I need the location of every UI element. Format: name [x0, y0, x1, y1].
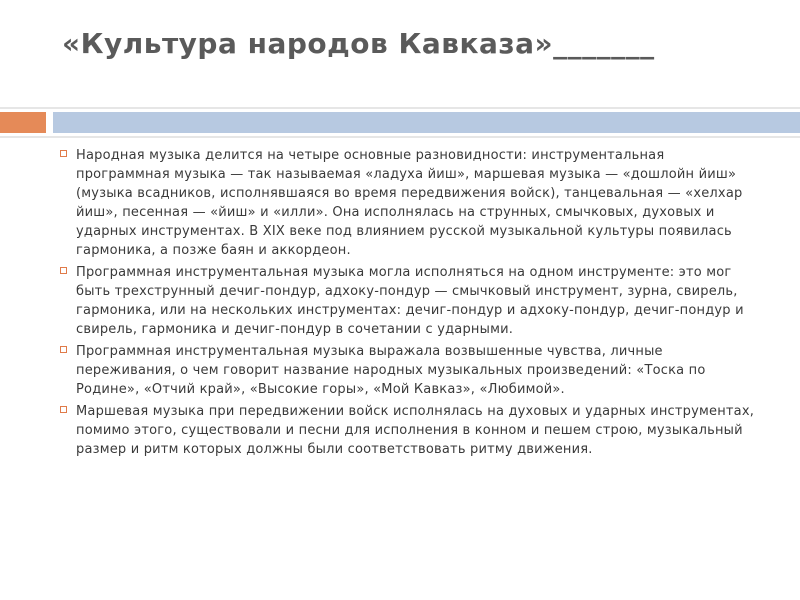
- divider-bottom: [0, 136, 800, 138]
- bullet-text: Программная инструментальная музыка выражала возвышенные чувства, личные переживания, о чем говорит название народных музыкальных произведений: «Тоска по Родине», «Отчий край», «Высокие горы», «Мой Кавказ», «Любимой».: [76, 344, 706, 397]
- bullet-item: [60, 263, 760, 339]
- bullet-text: Маршевая музыка при передвижении войск исполнялась на духовых и ударных инструментах, помимо этого, существовали и песни для исполнения в конном и пешем строю, музыкальный размер и ритм которых должны были соответствовать ритму движения.: [76, 404, 755, 457]
- accent-bar-blue: [53, 112, 800, 133]
- bullet-list: [60, 146, 760, 462]
- accent-block-orange: [0, 112, 46, 133]
- bullet-item: [60, 342, 760, 399]
- square-bullet-icon: [60, 406, 67, 413]
- square-bullet-icon: [60, 346, 67, 353]
- slide-title: «Культура народов Кавказа»_______: [62, 27, 655, 60]
- divider-top: [0, 107, 800, 109]
- bullet-text: Народная музыка делится на четыре основные разновидности: инструментальная программная музыка — так называемая «ладуха йиш», маршевая музыка — «дошлойн йиш» (музыка всадников, исполнявшаяся во время передвижения войск), танцевальная — «хелхар йиш», песенная — «йиш» и «илли». Она исполнялась на струнных, смычковых, духовых и ударных инструментах. В XIX веке под влиянием русской музыкальной культуры появилась гармоника, а позже баян и аккордеон.: [76, 148, 743, 258]
- bullet-text: Программная инструментальная музыка могла исполняться на одном инструменте: это мог быть трехструнный дечиг-пондур, адхоку-пондур — смычковый инструмент, зурна, свирель, гармоника, или на нескольких инструментах: дечиг-пондур и адхоку-пондур, дечиг-пондур и свирель, гармоника и дечиг-пондур в сочетании с ударными.: [76, 265, 744, 337]
- bullet-item: [60, 146, 760, 260]
- square-bullet-icon: [60, 267, 67, 274]
- square-bullet-icon: [60, 150, 67, 157]
- bullet-item: [60, 402, 760, 459]
